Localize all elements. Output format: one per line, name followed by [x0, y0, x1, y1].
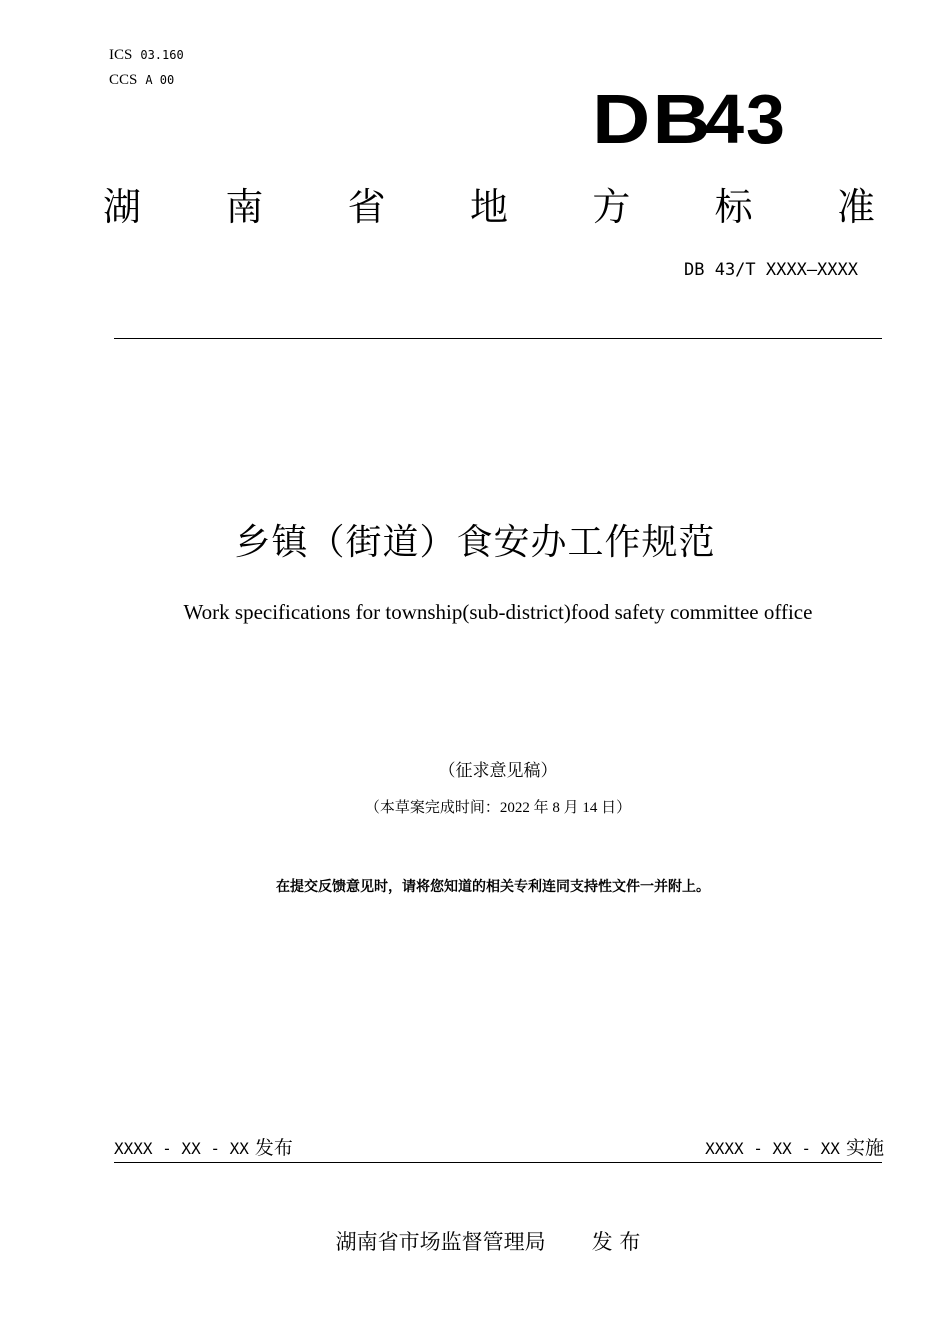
ics-classification — [109, 47, 184, 64]
ics-code: 03.160 — [140, 48, 184, 62]
db-logo-prefix: DB — [592, 80, 713, 158]
standard-type-heading — [103, 183, 875, 231]
issuer-name: 湖南省市场监督管理局 — [335, 1230, 546, 1254]
standard-type-char: 省 — [347, 185, 386, 229]
standard-type-char: 湖 — [103, 185, 142, 229]
db-logo-number: 43 — [705, 80, 787, 158]
draft-label: （征求意见稿） — [438, 761, 558, 780]
implementation-date-label: 实施 — [845, 1137, 884, 1159]
title-english: Work specifications for township(sub-district)food safety committee office — [183, 600, 813, 624]
issue-date-label: 发布 — [254, 1137, 293, 1159]
ics-label: ICS — [109, 47, 133, 63]
standard-type-char: 方 — [592, 185, 631, 229]
issuer — [0, 1226, 950, 1256]
top-divider — [114, 338, 882, 339]
issue-date — [114, 1133, 293, 1160]
standard-type-char: 南 — [225, 185, 264, 229]
title-chinese: 乡镇（街道）食安办工作规范 — [234, 522, 716, 563]
ccs-classification — [109, 72, 174, 89]
standard-type-char: 准 — [836, 185, 875, 229]
standard-number: DB 43/T XXXX—XXXX — [684, 260, 858, 280]
ccs-label: CCS — [109, 72, 138, 88]
db-logo — [592, 80, 787, 158]
patent-notice: 在提交反馈意见时，请将您知道的相关专利连同支持性文件一并附上。 — [276, 879, 710, 895]
bottom-divider — [114, 1162, 882, 1163]
standard-type-char: 地 — [469, 185, 508, 229]
standard-type-char: 标 — [714, 185, 753, 229]
issue-date-value: XXXX - XX - XX — [114, 1139, 249, 1158]
implementation-date — [705, 1133, 884, 1160]
ccs-code: A 00 — [145, 73, 175, 87]
implementation-date-value: XXXX - XX - XX — [705, 1139, 840, 1158]
issuer-label: 发 布 — [591, 1230, 641, 1254]
draft-date: （本草案完成时间：2022 年 8 月 14 日） — [364, 800, 632, 816]
